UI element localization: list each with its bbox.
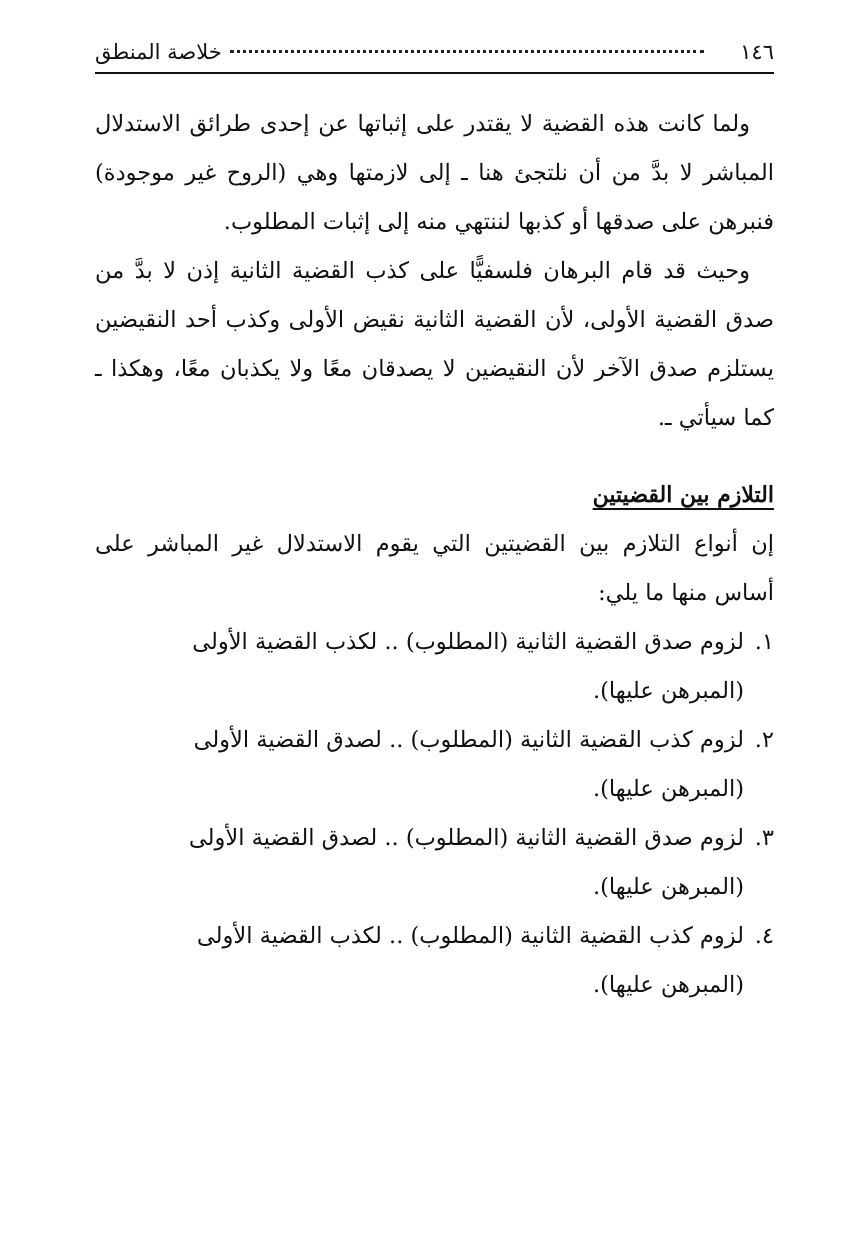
list-text-line: (المبرهن عليها).: [592, 874, 744, 900]
list-text: [95, 716, 744, 814]
list-text: [95, 814, 744, 912]
page-header: [95, 36, 774, 74]
list-text-line: لزوم كذب القضية الثانية (المطلوب) .. لكذب القضية الأولى: [196, 923, 744, 949]
list-text-line: (المبرهن عليها).: [592, 678, 744, 704]
section-heading: التلازم بين القضيتين: [592, 482, 774, 508]
list-number: ١.: [754, 629, 774, 655]
list-number: ٤.: [754, 923, 774, 949]
list-text-line: (المبرهن عليها).: [592, 972, 744, 998]
paragraph: ولما كانت هذه القضية لا يقتدر على إثباتها عن إحدى طرائق الاستدلال المباشر لا بدَّ من أن نلتجئ هنا ـ إلى لازمتها وهي (الروح غير موجودة) فنبرهن على صدقها أو كذبها لننتهي منه إلى إثبات المطلوب.: [95, 111, 774, 235]
list-text-line: لزوم صدق القضية الثانية (المطلوب) .. لكذب القضية الأولى: [192, 629, 744, 655]
list-item: [95, 716, 774, 814]
header-dot-leader: [230, 50, 704, 53]
numbered-list: [95, 618, 774, 1010]
list-item: [95, 618, 774, 716]
paragraph: وحيث قد قام البرهان فلسفيًّا على كذب القضية الثانية إذن لا بدَّ من صدق القضية الأولى، لأن القضية الثانية نقيض الأولى وكذب أحد النقيضين يستلزم صدق الآخر لأن النقيضين لا يصدقان معًا ولا يكذبان معًا، وهكذا ـ كما سيأتي ـ.: [95, 258, 774, 431]
list-number: ٢.: [754, 727, 774, 753]
list-number: ٣.: [754, 825, 774, 851]
list-text-line: (المبرهن عليها).: [592, 776, 744, 802]
running-title: خلاصة المنطق: [95, 40, 222, 64]
list-text-line: لزوم صدق القضية الثانية (المطلوب) .. لصدق القضية الأولى: [188, 825, 744, 851]
page-body: [95, 100, 774, 1010]
list-item: [95, 814, 774, 912]
list-item: [95, 912, 774, 1010]
list-text: [95, 912, 744, 1010]
section-intro: إن أنواع التلازم بين القضيتين التي يقوم الاستدلال غير المباشر على أساس منها ما يلي:: [95, 531, 774, 606]
list-text: [95, 618, 744, 716]
list-text-line: لزوم كذب القضية الثانية (المطلوب) .. لصدق القضية الأولى: [193, 727, 744, 753]
page-number: ١٤٦: [740, 40, 774, 64]
